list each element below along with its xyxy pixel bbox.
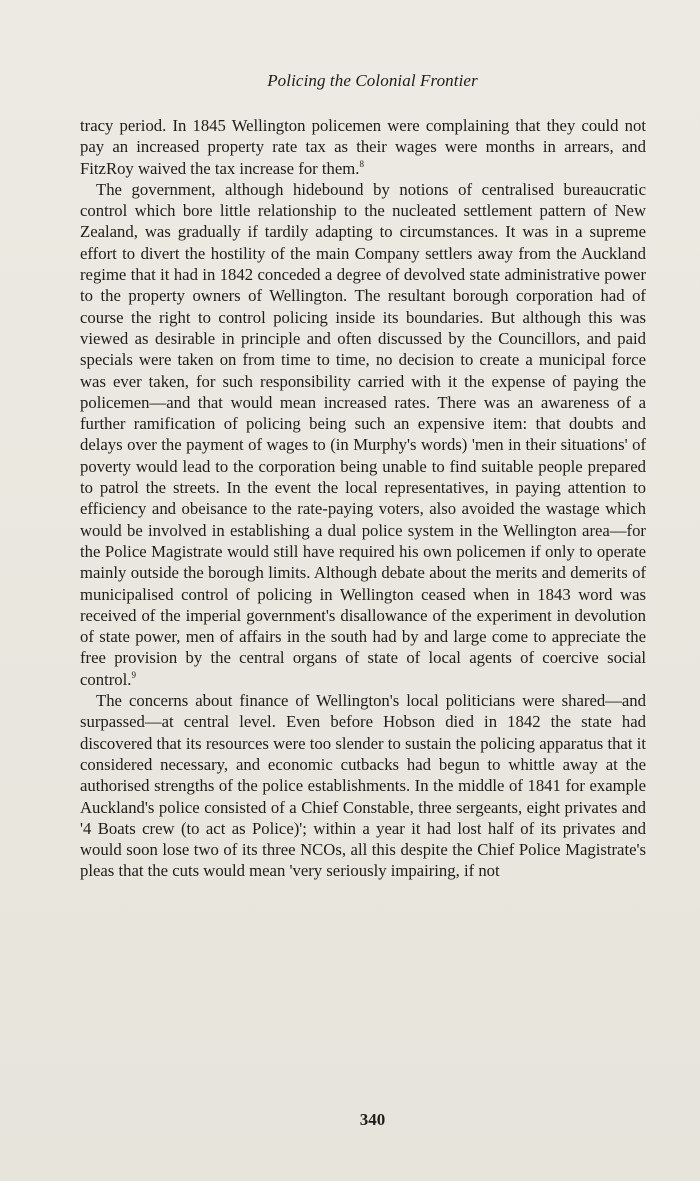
paragraph-text: The concerns about finance of Wellington's local politicians were shared—and surpassed—at central level. Even before Hobson died in 1842 the state had discovered that its resources were too slender to sustain the policing apparatus that it considered necessary, and economic cutbacks had begun to whittle away at the authorised strengths of the police establishments. In the middle of 1841 for example Auckland's police consisted of a Chief Constable, three sergeants, eight privates and '4 Boats crew (to act as Police)'; within a year it had lost half of its privates and would soon lose two of its three NCOs, all this despite the Chief Police Magistrate's pleas that the cuts would mean 'very seriously impairing, if not [80,691,646,881]
paragraph-text: tracy period. In 1845 Wellington policemen were complaining that they could not pay an increased property rate tax as their wages were months in arrears, and FitzRoy waived the tax increase for them. [80,116,646,178]
page-number: 340 [359,1110,386,1129]
footnote-marker: 8 [359,158,364,169]
paragraph-1 [80,115,646,179]
paragraph-text: The government, although hidebound by notions of centralised bureaucratic control which bore little relationship to the nucleated settlement pattern of New Zealand, was gradually if tardily adapting to circumstances. It was in a supreme effort to divert the hostility of the main Company settlers away from the Auckland regime that it had in 1842 conceded a degree of devolved state administrative power to the property owners of Wellington. The resultant borough corporation had of course the right to control policing inside its boundaries. But although this was viewed as desirable in principle and often discussed by the Councillors, and paid specials were taken on from time to time, no decision to create a municipal force was ever taken, for such responsibility carried with it the expense of paying the policemen—and that would mean increased rates. There was an awareness of a further ramification of policing being such an expensive item: that doubts and delays over the payment of wages to (in Murphy's words) 'men in their situations' of poverty would lead to the corporation being unable to find suitable people prepared to patrol the streets. In the event the local representatives, in paying attention to efficiency and obeisance to the rate-paying voters, also avoided the wastage which would be involved in establishing a dual police system in the Wellington area—for the Police Magistrate would still have required his own policemen if only to operate mainly outside the borough limits. Although debate about the merits and demerits of municipalised control of policing in Wellington ceased when in 1843 word was received of the imperial government's disallowance of the experiment in devolution of state power, men of affairs in the south had by and large come to appreciate the free provision by the central organs of state of local agents of coercive social control. [80,179,646,689]
footnote-marker: 9 [131,669,136,680]
paragraph-2 [80,179,646,690]
body-text [80,115,646,882]
running-head: Policing the Colonial Frontier [267,71,478,90]
paragraph-3 [80,690,646,882]
